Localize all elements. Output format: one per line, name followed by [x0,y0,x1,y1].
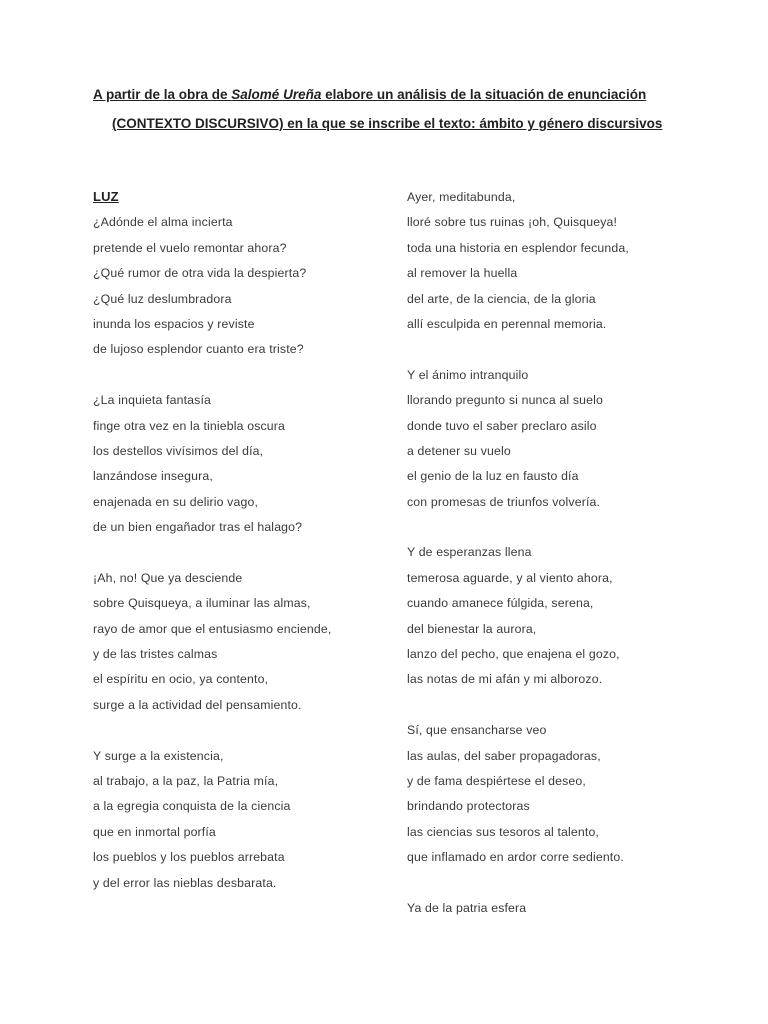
poem-verse-line: ¡Ah, no! Que ya desciende [93,570,243,585]
poem-verse-line: de lujoso esplendor cuanto era triste? [93,342,304,357]
assignment-heading-line-2: (CONTEXTO DISCURSIVO) en la que se inscribe el texto: ámbito y género discursivos [112,116,663,131]
poem-verse-line: sobre Quisqueya, a iluminar las almas, [93,596,311,611]
stanza-gap [93,543,383,568]
poem-verse-line: Y surge a la existencia, [93,748,224,763]
poem-verse-line: ¿Qué rumor de otra vida la despierta? [93,266,307,281]
poem-column-right [407,188,737,924]
poem-verse-line: ¿Qué luz deslumbradora [93,291,232,306]
poem-verse-line: del bienestar la aurora, [407,621,537,636]
stanza-gap [93,366,383,391]
poem-verse-line: el genio de la luz en fausto día [407,469,579,484]
heading-suffix: elabore un análisis de la situación de enunciación [321,87,647,102]
poem-verse-line: lloré sobre tus ruinas ¡oh, Quisqueya! [407,215,618,230]
poem-verse-line: lanzo del pecho, que enajena el gozo, [407,647,620,662]
poem-verse-line: que en inmortal porfía [93,824,216,839]
poem-verse-line: ¿La inquieta fantasía [93,393,212,408]
poem-verse-line: surge a la actividad del pensamiento. [93,697,302,712]
poem-verse-line: Y el ánimo intranquilo [407,367,529,382]
poem-verse-line: ¿Adónde el alma incierta [93,215,233,230]
stanza-gap [93,721,383,746]
poem-verse-line: Sí, que ensancharse veo [407,723,547,738]
poem-verse-line: a la egregia conquista de la ciencia [93,799,291,814]
stanza-gap [407,340,737,365]
poem-verse-line: brindando protectoras [407,799,530,814]
poem-verse-line: los destellos vivísimos del día, [93,443,264,458]
poem-verse-line: pretende el vuelo remontar ahora? [93,240,287,255]
poem-verse-line: las ciencias sus tesoros al talento, [407,824,599,839]
poem-verse-line: lanzándose insegura, [93,469,213,484]
poem-verse-line: los pueblos y los pueblos arrebata [93,850,285,865]
poem-verse-line: a detener su vuelo [407,443,511,458]
stanza-gap [407,696,737,721]
poem-verse-line: el espíritu en ocio, ya contento, [93,672,269,687]
poem-verse-line: al trabajo, a la paz, la Patria mía, [93,773,279,788]
poem-verse-line: al remover la huella [407,266,518,281]
poem-verse-line: temerosa aguarde, y al viento ahora, [407,570,613,585]
poem-verse-line: llorando pregunto si nunca al suelo [407,393,603,408]
poem-verse-line: con promesas de triunfos volvería. [407,494,601,509]
assignment-heading-line-1 [0,87,768,102]
poem-verse-line: donde tuvo el saber preclaro asilo [407,418,597,433]
poem-verse-line: las notas de mi afán y mi alborozo. [407,672,603,687]
poem-verse-line: allí esculpida en perennal memoria. [407,316,607,331]
heading-prefix: A partir de la obra de [93,87,232,102]
poem-verse-line: cuando amanece fúlgida, serena, [407,596,594,611]
poem-verse-line: rayo de amor que el entusiasmo enciende, [93,621,332,636]
poem-title: LUZ [93,189,119,204]
stanza-gap [407,518,737,543]
poem-verse-line: toda una historia en esplendor fecunda, [407,240,629,255]
stanza-gap [407,874,737,899]
poem-verse-line: del arte, de la ciencia, de la gloria [407,291,596,306]
poem-verse-line: inunda los espacios y reviste [93,316,255,331]
poem-verse-line: que inflamado en ardor corre sediento. [407,850,624,865]
poem-verse-line: Ayer, meditabunda, [407,190,516,204]
poem-verse-line: finge otra vez en la tiniebla oscura [93,418,286,433]
poem-verse-line: y de fama despiértese el deseo, [407,773,586,788]
poem-verse-line: las aulas, del saber propagadoras, [407,748,601,763]
poem-verse-line: Y de esperanzas llena [407,545,532,560]
poem-column-left [93,188,383,899]
poem-verse-line: y de las tristes calmas [93,647,218,662]
poem-verse-line: Ya de la patria esfera [407,900,527,915]
poem-verse-line: de un bien engañador tras el halago? [93,520,303,535]
poem-verse-line: enajenada en su delirio vago, [93,494,259,509]
heading-author: Salomé Ureña [231,87,322,102]
poem-verse-line: y del error las nieblas desbarata. [93,875,277,890]
